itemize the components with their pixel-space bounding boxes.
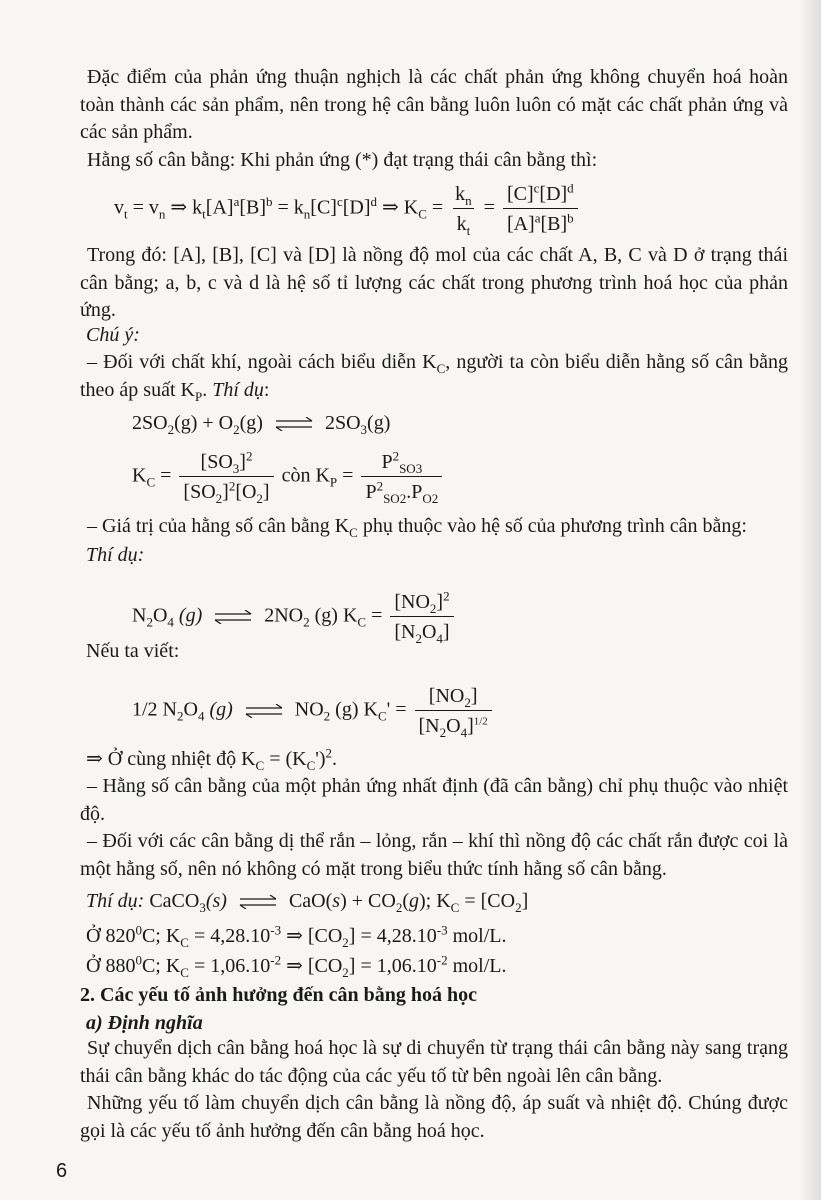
- so2-kc-fraction: $\frac{[SO_3]^2}{[SO_2]^2[O_2]}$: [179, 450, 273, 504]
- constant-temperature-rule: – Hằng số cân bằng của một phản ứng nhất định (đã cân bằng) chỉ phụ thuộc vào nhiệt độ.: [80, 775, 788, 825]
- note-title: Chú ý:: [86, 324, 140, 346]
- so2-constants: $K_C$ = $\frac{[SO_3]^2}{[SO_2]^2[O_2]}$ còn $K_P$ = $\frac{P^2_{SO3}}{P^2_{SO2}.P_{O2}}$: [132, 450, 445, 504]
- rate-constant-ratio: $\frac{k_n}{k_t}$: [451, 182, 476, 236]
- n2o4-half-kc-fraction: $\frac{[NO_2]}{[N_2O_4]^{1/2}}$: [415, 684, 492, 738]
- concentration-ratio: $\frac{[C]^c[D]^d}{[A]^a[B]^b}$: [503, 182, 578, 236]
- intro-paragraph: Đặc điểm của phản ứng thuận nghịch là các chất phản ứng không chuyển hoá hoàn toàn thành các sản phẩm, nên trong hệ cân bằng luôn luôn có mặt các chất phản ứng và các sản phẩm.: [80, 66, 788, 143]
- section-heading: 2. Các yếu tố ảnh hưởng đến cân bằng hoá học: [80, 984, 478, 1006]
- equilibrium-constant-intro: Hằng số cân bằng: Khi phản ứng (*) đạt trạng thái cân bằng thì:: [87, 149, 598, 171]
- heterogeneous-rule: – Đối với các cân bằng dị thể rắn – lỏng, rắn – khí thì nồng độ các chất rắn được coi là một hằng số, nên nó không có mặt trong biểu thức tính hằng số cân bằng.: [80, 830, 788, 880]
- factors-paragraph: Những yếu tố làm chuyển dịch cân bằng là nồng độ, áp suất và nhiệt độ. Chúng được gọi là các yếu tố ảnh hưởng đến cân bằng hoá học.: [80, 1092, 788, 1142]
- n2o4-kc-fraction: $\frac{[NO_2]^2}{[N_2O_4]}$: [390, 590, 453, 644]
- equilibrium-arrow-icon: [244, 704, 284, 718]
- so2-kp-fraction: $\frac{P^2_{SO3}}{P^2_{SO2}.P_{O2}}$: [361, 450, 442, 504]
- kc-at-880: Ở $880^0C$; $K_C = 1,06.10^{-2}$ ⇒ $[CO_2] = 1,06.10^{-2}$ mol/L.: [86, 952, 507, 980]
- equilibrium-arrow-icon: [274, 417, 314, 431]
- equilibrium-arrow-icon: [213, 610, 253, 624]
- concentration-definition: Trong đó: [A], [B], [C] và [D] là nồng độ mol của các chất A, B, C và D ở trạng thái cân bằng; a, b, c và d là hệ số tỉ lượng các chất trong phương trình hoá học của phản ứng.: [80, 244, 788, 321]
- definition-paragraph: Sự chuyển dịch cân bằng hoá học là sự di chuyển từ trạng thái cân bằng này sang trạng thái cân bằng khác do tác động của các yếu tố từ bên ngoài lên cân bằng.: [80, 1037, 788, 1087]
- page-number: 6: [56, 1160, 68, 1182]
- page-edge-shadow: [799, 0, 821, 1200]
- coefficient-dependence: – Giá trị của hằng số cân bằng $K_C$ phụ thuộc vào hệ số của phương trình cân bằng:: [87, 515, 747, 540]
- rate-equilibrium-equation: $v_t = v_n$ ⇒ $k_t[A]^a[B]^b = k_n[C]^c[D]^d$ ⇒ $K_C$ = $\frac{k_n}{k_t}$ = $\frac{[C]^c[D]^d}{[A]^a[B]^b}$: [114, 182, 581, 236]
- subsection-heading: a) Định nghĩa: [86, 1012, 203, 1034]
- equilibrium-arrow-icon: [238, 895, 278, 909]
- kc-at-820: Ở $820^0C$; $K_C = 4,28.10^{-3}$ ⇒ $[CO_2] = 4,28.10^{-3}$ mol/L.: [86, 922, 507, 950]
- n2o4-half-equilibrium: 1/2 $N_2O_4$ (g) $NO_2$ (g) $K_C'$ = $\frac{[NO_2]}{[N_2O_4]^{1/2}}$: [132, 684, 495, 738]
- gas-pressure-note: – Đối với chất khí, ngoài cách biểu diễn $K_C$, người ta còn biểu diễn hằng số cân bằng theo áp suất $K_P$. Thí dụ:: [80, 351, 788, 404]
- n2o4-equilibrium: $N_2O_4$ (g) $2NO_2$ (g) $K_C$ = $\frac{[NO_2]^2}{[N_2O_4]}$: [132, 590, 457, 644]
- caco3-example: Thí dụ: CaCO$_3$(s) $CaO(s) + CO_2(g)$; $K_C = [CO_2]$: [86, 890, 529, 915]
- example-label: Thí dụ:: [86, 544, 145, 566]
- same-temperature-relation: ⇒ Ở cùng nhiệt độ $K_C = (K_C')^2$.: [86, 745, 338, 773]
- if-we-write: Nếu ta viết:: [86, 640, 180, 662]
- so2-reaction: $2SO_2(g) + O_2(g)$ $2SO_3(g)$: [132, 412, 391, 437]
